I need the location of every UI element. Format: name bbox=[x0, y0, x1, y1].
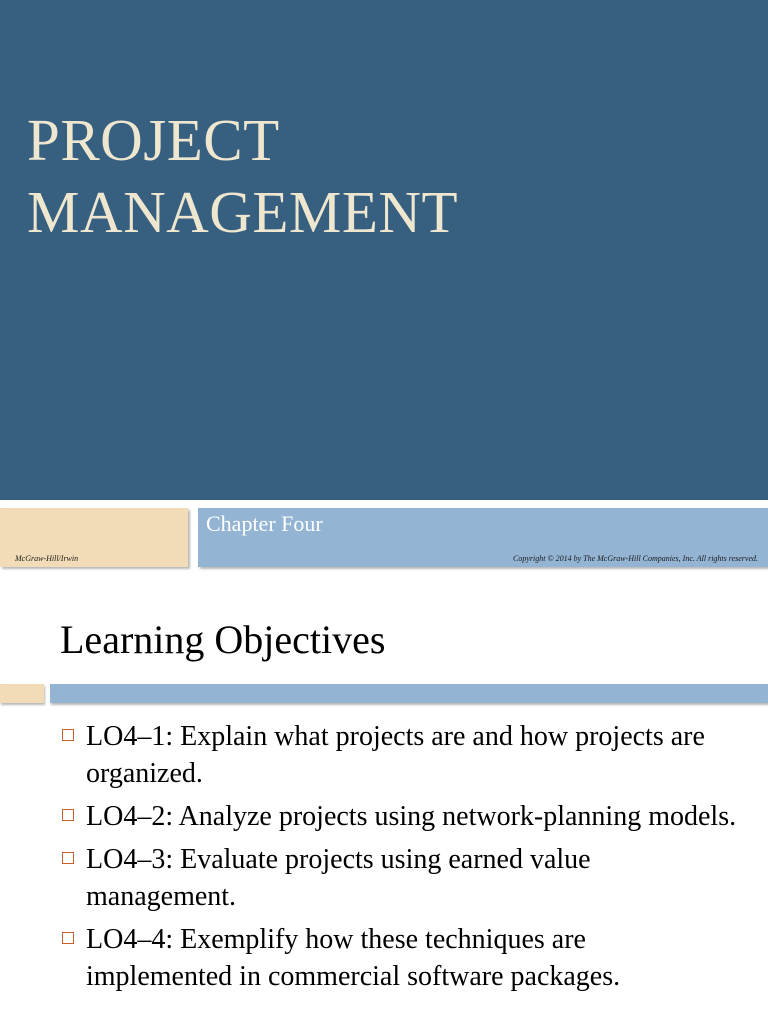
objective-text: LO4–2: Analyze projects using network-planning models. bbox=[86, 801, 737, 832]
square-bullet-icon bbox=[62, 852, 74, 864]
list-item bbox=[0, 798, 768, 835]
heading-blue-bar bbox=[50, 684, 768, 703]
chapter-subtitle: Chapter Four bbox=[206, 511, 323, 536]
objectives-slide bbox=[0, 586, 768, 1024]
title-panel bbox=[0, 0, 768, 500]
square-bullet-icon bbox=[62, 932, 74, 944]
objectives-list bbox=[0, 718, 768, 1001]
slide-heading: Learning Objectives bbox=[60, 617, 386, 662]
list-item bbox=[0, 718, 768, 792]
list-item bbox=[0, 921, 768, 995]
publisher-label: McGraw-Hill/Irwin bbox=[15, 554, 79, 563]
square-bullet-icon bbox=[62, 809, 74, 821]
list-item bbox=[0, 841, 768, 915]
objective-text: LO4–4: Exemplify how these techniques are implemented in commercial software packages. bbox=[86, 924, 621, 992]
objective-text: LO4–3: Evaluate projects using earned value management. bbox=[86, 844, 591, 912]
square-bullet-icon bbox=[62, 729, 74, 741]
heading-tan-bar bbox=[0, 684, 44, 703]
slide-title-line-2: MANAGEMENT bbox=[27, 179, 459, 245]
objective-text: LO4–1: Explain what projects are and how projects are organized. bbox=[86, 721, 705, 789]
slide-title-line-1: PROJECT bbox=[27, 107, 280, 173]
slide-title bbox=[27, 104, 747, 248]
copyright-notice: Copyright © 2014 by The McGraw-Hill Companies, Inc. All rights reserved. bbox=[513, 554, 758, 563]
